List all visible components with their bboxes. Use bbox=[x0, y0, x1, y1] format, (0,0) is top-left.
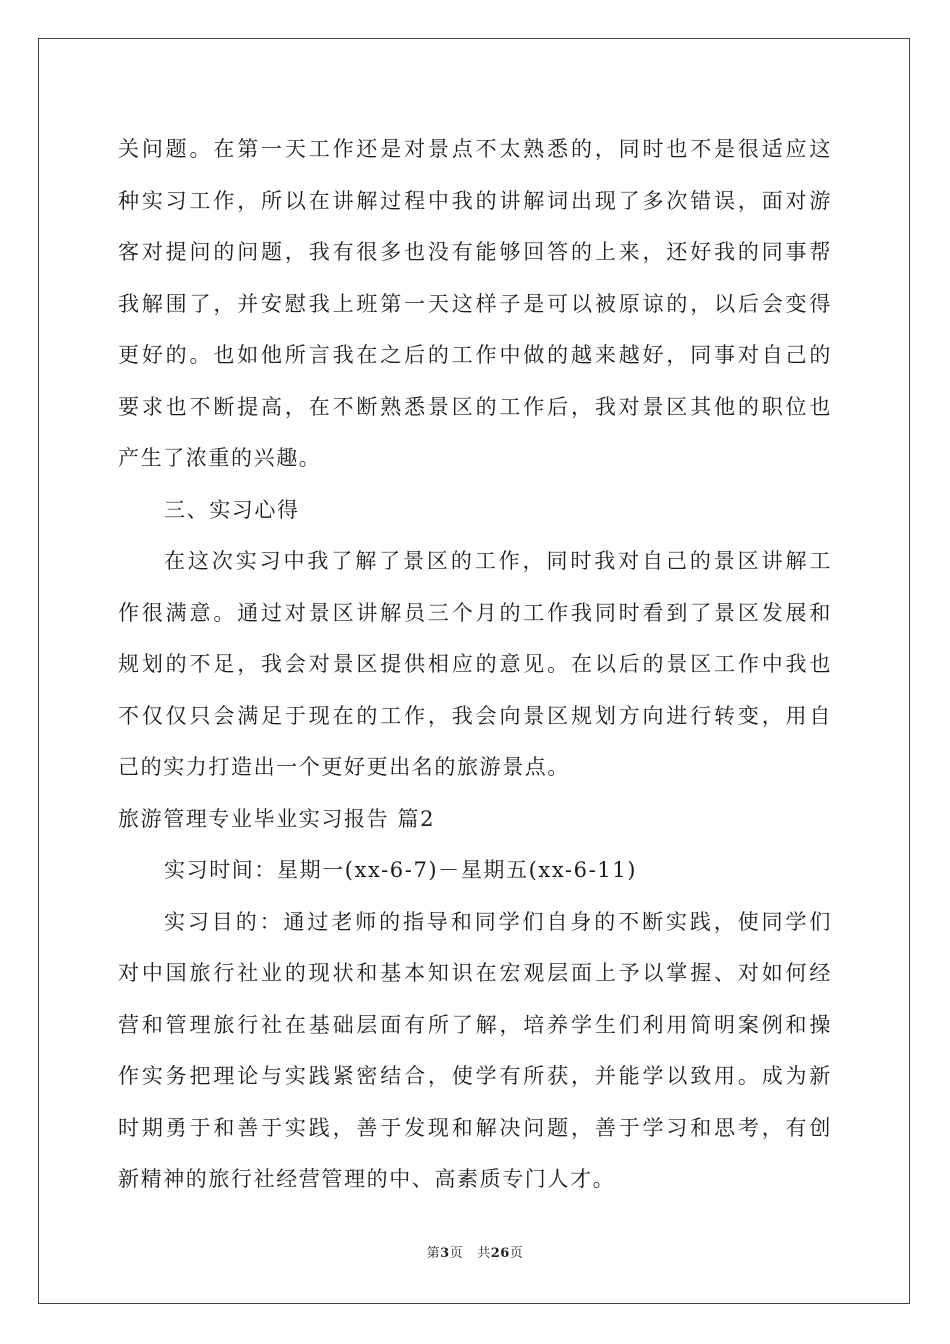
text-line: 实习时间：星期一(xx-6-7)－星期五(xx-6-11) bbox=[164, 858, 637, 882]
text-line: 己的实力打造出一个更好更出名的旅游景点。 bbox=[118, 755, 570, 779]
page-footer bbox=[0, 1242, 950, 1261]
text-line: 新精神的旅行社经营管理的中、高素质专门人才。 bbox=[118, 1167, 616, 1191]
text-line: 作很满意。通过对景区讲解员三个月的工作我同时看到了景区发展和 bbox=[118, 600, 832, 625]
page-suffix: 页 bbox=[449, 1246, 464, 1261]
text-line: 关问题。在第一天工作还是对景点不太熟悉的，同时也不是很适应这 bbox=[118, 137, 832, 161]
text-line: 营和管理旅行社在基础层面有所了解，培养学生们利用简明案例和操 bbox=[118, 1012, 832, 1037]
text-line: 我解围了，并安慰我上班第一天这样子是可以被原谅的，以后会变得 bbox=[118, 291, 832, 316]
text-line: 更好的。也如他所言我在之后的工作中做的越来越好，同事对自己的 bbox=[118, 343, 832, 367]
text-line: 作实务把理论与实践紧密结合，使学有所获，并能学以致用。成为新 bbox=[118, 1064, 832, 1088]
text-line: 客对提问的问题，我有很多也没有能够回答的上来，还好我的同事帮 bbox=[118, 240, 832, 264]
text-line: 在这次实习中我了解了景区的工作，同时我对自己的景区讲解工 bbox=[164, 549, 832, 573]
text-line: 种实习工作，所以在讲解过程中我的讲解词出现了多次错误，面对游 bbox=[118, 188, 832, 213]
text-line: 时期勇于和善于实践，善于发现和解决问题，善于学习和思考，有创 bbox=[118, 1115, 832, 1140]
text-line: 实习目的：通过老师的指导和同学们自身的不断实践，使同学们 bbox=[164, 909, 832, 934]
text-line: 对中国旅行社业的现状和基本知识在宏观层面上予以掌握、对如何经 bbox=[118, 961, 832, 985]
text-line: 不仅仅只会满足于现在的工作，我会向景区规划方向进行转变，用自 bbox=[118, 703, 832, 728]
section-heading: 三、实习心得 bbox=[164, 497, 300, 522]
text-line: 规划的不足，我会对景区提供相应的意见。在以后的景区工作中我也 bbox=[118, 652, 832, 676]
total-pages-number: 26 bbox=[490, 1246, 510, 1261]
current-page-number: 3 bbox=[440, 1246, 450, 1261]
total-prefix: 共 bbox=[477, 1246, 491, 1261]
document-body bbox=[118, 124, 832, 1206]
total-suffix: 页 bbox=[509, 1246, 524, 1261]
text-line: 产生了浓重的兴趣。 bbox=[118, 446, 322, 470]
text-line: 要求也不断提高，在不断熟悉景区的工作后，我对景区其他的职位也 bbox=[118, 394, 832, 419]
page-prefix: 第 bbox=[426, 1246, 441, 1261]
section-heading: 旅游管理专业毕业实习报告 篇2 bbox=[118, 806, 436, 831]
